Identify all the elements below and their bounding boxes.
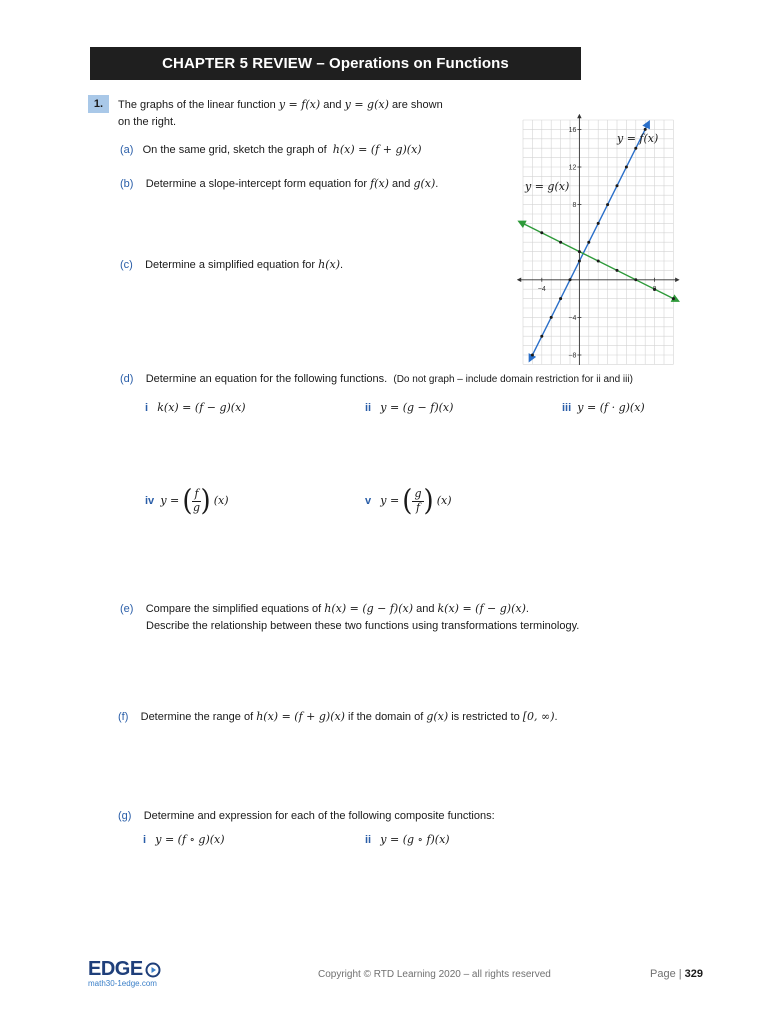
part-g xyxy=(118,810,495,822)
g-point xyxy=(653,288,656,291)
y-tick-label: −4 xyxy=(568,314,577,322)
label-g: y = g(x) xyxy=(525,180,570,193)
logo-text: EDGE xyxy=(88,958,143,980)
part-d-ii-math: y = (g − f)(x) xyxy=(380,401,454,414)
intro-text-b: are shown xyxy=(391,99,443,111)
label-f: y = f(x) xyxy=(617,132,659,145)
part-d-item-i xyxy=(145,401,246,414)
part-a-label: (a) xyxy=(120,144,134,156)
part-f-math3: [0, ∞) xyxy=(522,710,555,723)
part-g-label: (g) xyxy=(118,810,132,822)
x-tick-label: −4 xyxy=(537,285,546,293)
part-f-end: . xyxy=(554,711,558,723)
f-point xyxy=(634,147,637,150)
f-point xyxy=(644,128,647,131)
part-d-iii-roman: iii xyxy=(562,402,572,414)
part-g-text: Determine and expression for each of the following composite functions: xyxy=(143,810,495,822)
part-e-line2: Describe the relationship between these two functions using transformations terminology. xyxy=(146,620,580,632)
part-d-i-roman: i xyxy=(145,402,149,414)
g-point xyxy=(597,260,600,263)
f-point xyxy=(531,354,534,357)
part-g-item-ii xyxy=(365,833,450,846)
part-e-math1: h(x) = (g − f)(x) xyxy=(324,602,414,615)
part-b-text: Determine a slope-intercept form equation for xyxy=(145,178,368,190)
f-point xyxy=(616,184,619,187)
part-b-and: and xyxy=(392,178,411,190)
part-d-text: Determine an equation for the following functions. xyxy=(145,373,388,385)
part-e-label: (e) xyxy=(120,603,134,615)
part-b xyxy=(120,177,438,190)
part-d-label: (d) xyxy=(120,373,134,385)
part-d-item-v xyxy=(365,484,452,518)
intro-and: and xyxy=(323,99,342,111)
part-d-i-math: k(x) = (f − g)(x) xyxy=(157,401,246,414)
part-d-v-lhs: y = xyxy=(380,493,400,507)
part-g-item-i xyxy=(143,833,225,846)
page-title: CHAPTER 5 REVIEW – Operations on Functions xyxy=(90,47,581,80)
part-b-math1: f(x) xyxy=(370,177,389,190)
part-e-and: and xyxy=(416,603,435,615)
footer-copyright: Copyright © RTD Learning 2020 – all rights reserved xyxy=(318,969,551,980)
g-point xyxy=(559,241,562,244)
f-point xyxy=(578,260,581,263)
part-d-v-rhs: (x) xyxy=(436,493,452,507)
part-f-math2: g(x) xyxy=(426,710,449,723)
part-f-math1: h(x) = (f + g)(x) xyxy=(256,710,345,723)
part-d-item-ii xyxy=(365,401,453,414)
f-point xyxy=(540,335,543,338)
part-g-ii-math: y = (g ∘ f)(x) xyxy=(380,833,450,846)
part-e-end: . xyxy=(525,603,529,615)
graph-tick-labels xyxy=(538,127,657,360)
part-e-math2: k(x) = (f − g)(x) xyxy=(437,602,526,615)
f-point xyxy=(550,316,553,319)
part-g-i-roman: i xyxy=(143,834,147,846)
part-d-iv-roman: iv xyxy=(145,494,155,507)
page-number: 329 xyxy=(684,968,704,980)
part-f-label: (f) xyxy=(118,711,129,723)
intro-fx: y = f(x) xyxy=(278,98,321,111)
part-d-ii-roman: ii xyxy=(365,402,372,414)
y-tick-label: 8 xyxy=(572,202,577,210)
g-point xyxy=(672,297,675,300)
f-point xyxy=(597,222,600,225)
intro-gx: y = g(x) xyxy=(344,98,389,111)
g-point xyxy=(634,278,637,281)
part-d-iii-math: y = (f · g)(x) xyxy=(577,401,645,414)
edge-logo xyxy=(88,958,161,988)
part-d-item-iv xyxy=(145,484,229,518)
part-e-line1 xyxy=(120,602,529,615)
question-intro-line1 xyxy=(118,98,443,111)
function-graph xyxy=(505,110,715,365)
part-a xyxy=(120,143,422,156)
part-c xyxy=(120,258,343,271)
intro-text-a: The graphs of the linear function xyxy=(118,99,276,111)
logo-subtitle: math30-1edge.com xyxy=(88,979,157,988)
question-number: 1. xyxy=(88,95,109,113)
f-point xyxy=(569,278,572,281)
part-d-item-iii xyxy=(562,401,645,414)
f-point xyxy=(559,297,562,300)
part-d-v-fraction: ( $\frac{g}{f}$ ) xyxy=(402,484,434,518)
part-d-v-den: f xyxy=(415,500,421,514)
y-tick-label: 16 xyxy=(568,126,577,134)
part-d-iv-lhs: y = xyxy=(160,493,180,507)
part-d-iv-num: f xyxy=(194,487,199,501)
part-g-ii-roman: ii xyxy=(365,834,372,846)
part-d-note: (Do not graph – include domain restriction for ii and iii) xyxy=(393,374,633,385)
part-f-text3: is restricted to xyxy=(451,711,520,723)
page-label: Page | xyxy=(650,968,682,980)
part-b-label: (b) xyxy=(120,178,134,190)
part-c-math: h(x) xyxy=(318,258,340,271)
part-c-text: Determine a simplified equation for xyxy=(145,259,316,271)
part-d-iv-den: g xyxy=(192,500,201,514)
g-point xyxy=(616,269,619,272)
part-d-v-num: g xyxy=(414,487,422,501)
part-e-text1: Compare the simplified equations of xyxy=(145,603,322,615)
part-f xyxy=(118,710,558,723)
g-point xyxy=(578,250,581,253)
logo-play-icon xyxy=(145,962,161,978)
part-b-end: . xyxy=(435,178,439,190)
g-point xyxy=(540,231,543,234)
part-d-iv-rhs: (x) xyxy=(213,493,229,507)
part-b-math2: g(x) xyxy=(413,177,436,190)
part-a-text: On the same grid, sketch the graph of xyxy=(142,144,327,156)
f-point xyxy=(625,166,628,169)
part-c-end: . xyxy=(339,259,344,271)
part-d-iv-fraction: ( $\frac{f}{g}$ ) xyxy=(182,484,211,518)
f-point xyxy=(606,203,609,206)
part-a-math: h(x) = (f + g)(x) xyxy=(332,143,422,156)
footer-page xyxy=(650,968,703,980)
f-point xyxy=(587,241,590,244)
y-tick-label: −8 xyxy=(568,352,577,360)
part-c-label: (c) xyxy=(120,259,133,271)
part-d xyxy=(120,373,633,385)
part-g-i-math: y = (f ∘ g)(x) xyxy=(155,833,225,846)
part-f-text2: if the domain of xyxy=(348,711,424,723)
part-d-v-roman: v xyxy=(365,494,372,507)
part-f-text1: Determine the range of xyxy=(140,711,254,723)
question-intro-line2: on the right. xyxy=(118,116,177,128)
y-tick-label: 12 xyxy=(568,164,577,172)
